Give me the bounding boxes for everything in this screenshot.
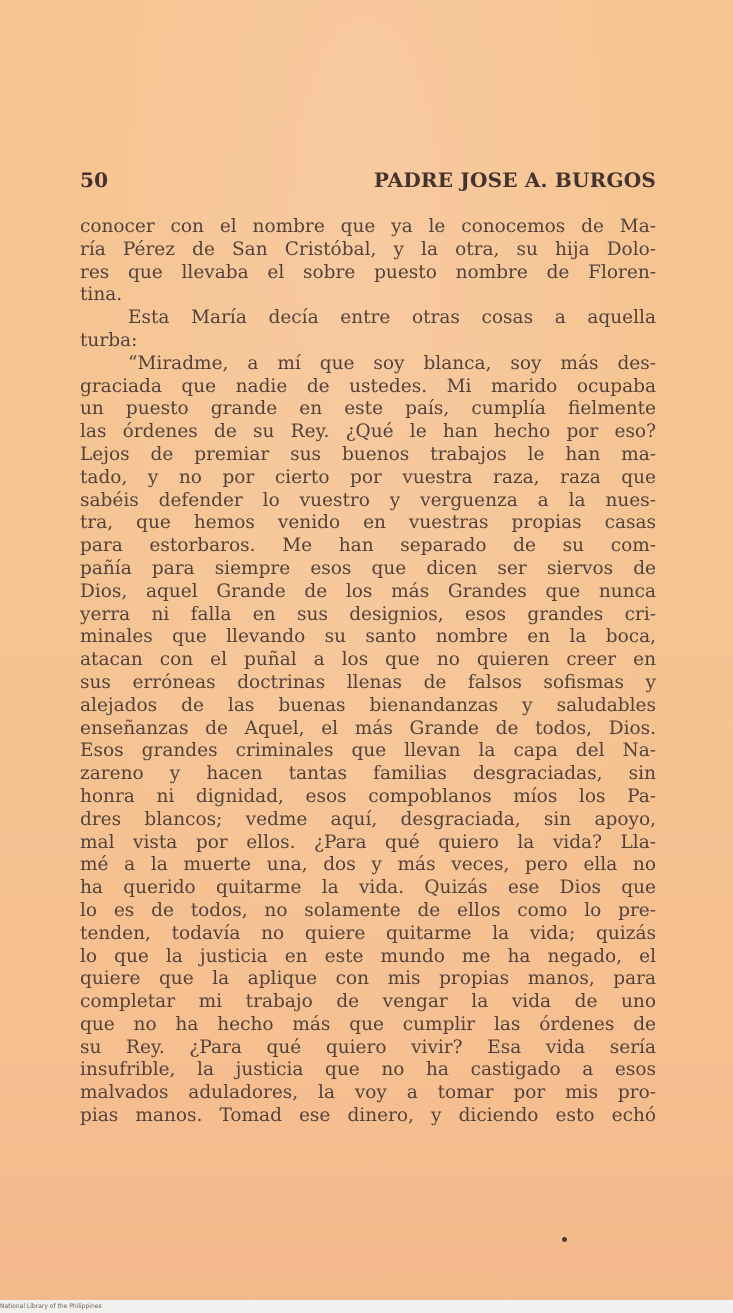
text-line: su Rey. ¿Para qué quiero vivir? Esa vida sería: [80, 1036, 656, 1058]
text-line: conocer con el nombre que ya le conocemos de Ma-: [80, 216, 656, 237]
text-line: tina.: [80, 284, 123, 306]
text-line: sus erróneas doctrinas llenas de falsos sofismas y: [80, 671, 656, 693]
text-line: lo es de todos, no solamente de ellos como lo pre-: [80, 899, 656, 921]
text-line: turba:: [80, 329, 138, 351]
text-line: “Miradme, a mí que soy blanca, soy más des-: [128, 352, 656, 374]
text-line: Dios, aquel Grande de los más Grandes que nunca: [80, 580, 656, 602]
text-line: completar mi trabajo de vengar la vida de uno: [80, 991, 656, 1013]
text-line: mal vista por ellos. ¿Para qué quiero la vida? Lla-: [80, 831, 656, 853]
text-line: un puesto grande en este país, cumplía fielmente: [80, 398, 656, 420]
text-line: yerra ni falla en sus designios, esos grandes cri-: [80, 603, 656, 625]
text-line: Esos grandes criminales que llevan la capa del Na-: [80, 740, 656, 762]
text-line: res que llevaba el sobre puesto nombre de Floren-: [80, 261, 656, 283]
ink-speck: [562, 1237, 567, 1242]
text-line: minales que llevando su santo nombre en la boca,: [80, 626, 656, 648]
text-line: quiere que la aplique con mis propias manos, para: [80, 968, 656, 990]
text-line: Esta María decía entre otras cosas a aquella: [128, 307, 656, 329]
text-line: tenden, todavía no quiere quitarme la vida; quizás: [80, 922, 656, 944]
text-line: las órdenes de su Rey. ¿Qué le han hecho por eso?: [80, 421, 656, 443]
text-line: que no ha hecho más que cumplir las órdenes de: [80, 1013, 656, 1035]
text-line: zareno y hacen tantas familias desgraciadas, sin: [80, 763, 656, 785]
page-header: [80, 168, 656, 198]
text-line: malvados aduladores, la voy a tomar por mis pro-: [80, 1082, 656, 1104]
text-line: enseñanzas de Aquel, el más Grande de todos, Dios.: [80, 717, 656, 739]
text-line: ría Pérez de San Cristóbal, y la otra, su hija Dolo-: [80, 238, 656, 260]
text-line: tra, que hemos venido en vuestras propias casas: [80, 512, 656, 534]
text-line: alejados de las buenas bienandanzas y saludables: [80, 694, 656, 716]
text-line: mé a la muerte una, dos y más veces, pero ella no: [80, 854, 656, 876]
text-line: dres blancos; vedme aquí, desgraciada, sin apoyo,: [80, 808, 656, 830]
library-credit: National Library of the Philippines: [0, 1303, 102, 1310]
text-line: pañía para siempre esos que dicen ser siervos de: [80, 557, 656, 579]
text-line: graciada que nadie de ustedes. Mi marido ocupaba: [80, 375, 656, 397]
scan-margin: [0, 1300, 733, 1313]
text-line: insufrible, la justicia que no ha castigado a esos: [80, 1059, 656, 1081]
page-number: 50: [80, 168, 109, 192]
text-line: para estorbaros. Me han separado de su com-: [80, 535, 656, 557]
text-line: atacan con el puñal a los que no quieren creer en: [80, 649, 656, 671]
text-line: tado, y no por cierto por vuestra raza, raza que: [80, 466, 656, 488]
text-line: Lejos de premiar sus buenos trabajos le han ma-: [80, 443, 656, 465]
text-line: honra ni dignidad, esos compoblanos míos los Pa-: [80, 785, 656, 807]
text-line: lo que la justicia en este mundo me ha negado, el: [80, 945, 656, 967]
running-title: PADRE JOSE A. BURGOS: [373, 168, 656, 192]
text-line: sabéis defender lo vuestro y verguenza a la nues-: [80, 489, 656, 511]
text-line: pias manos. Tomad ese dinero, y diciendo esto echó: [80, 1105, 656, 1127]
text-line: ha querido quitarme la vida. Quizás ese Dios que: [80, 877, 656, 899]
body-text: [80, 216, 656, 1128]
